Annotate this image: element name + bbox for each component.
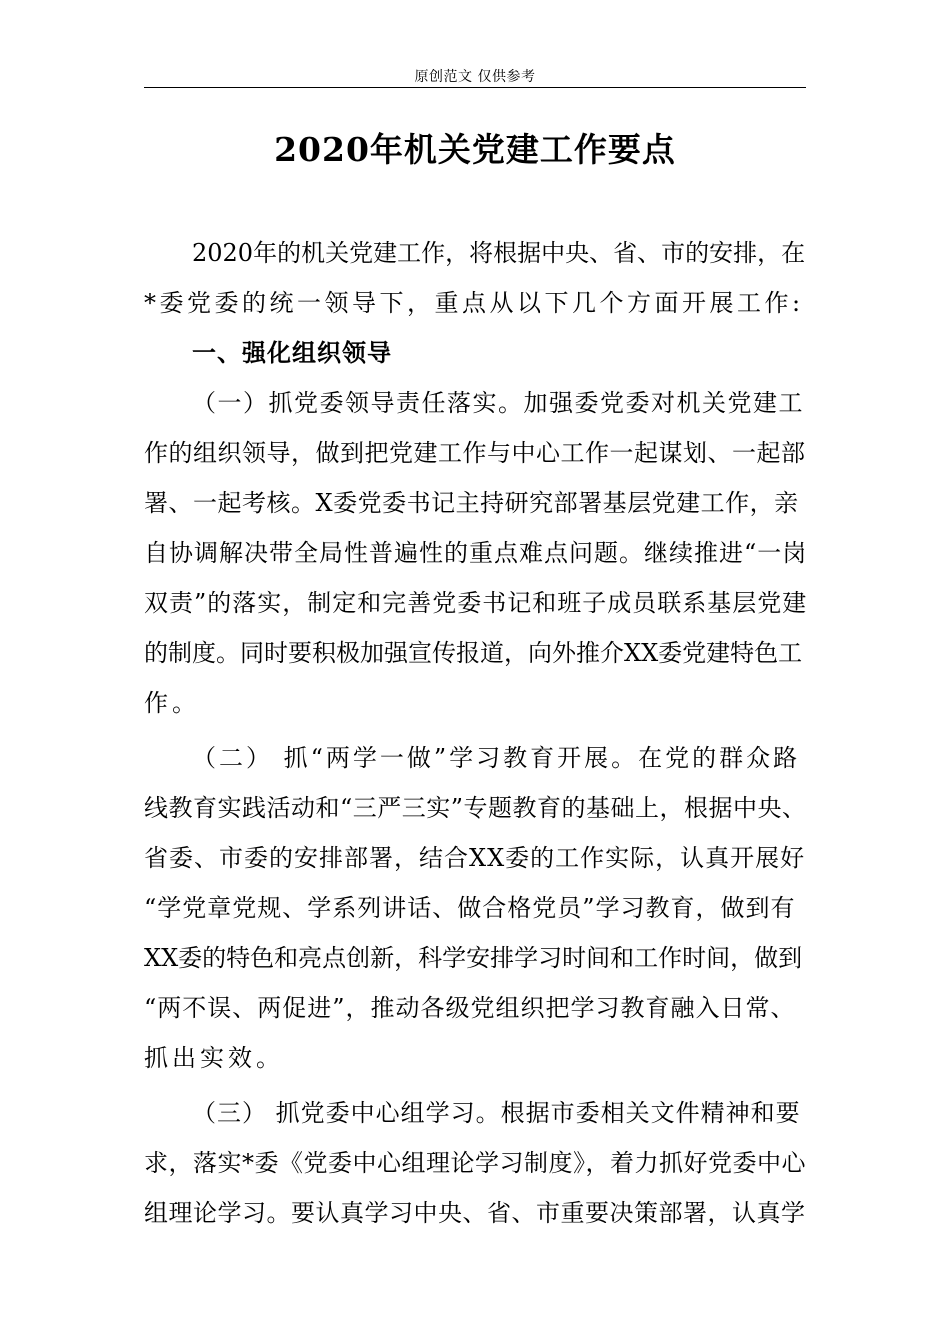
paragraph-line: 组理论学习。要认真学习中央、省、市重要决策部署，认真学 [144, 1199, 806, 1227]
paragraph-line: 作的组织领导，做到把党建工作与中心工作一起谋划、一起部 [144, 439, 806, 467]
section-heading: 一、强化组织领导 [192, 339, 392, 367]
page-header: 原创范文 仅供参考 [414, 69, 536, 85]
document-body [144, 228, 806, 1238]
paragraph-line: （三） 抓党委中心组学习。根据市委相关文件精神和要 [192, 1099, 801, 1127]
paragraph-line: XX委的特色和亮点创新，科学安排学习时间和工作时间，做到 [144, 944, 803, 972]
header-rule [144, 87, 806, 88]
paragraph-line: 自协调解决带全局性普遍性的重点难点问题。继续推进“一岗 [144, 539, 808, 567]
document-title: 2020年机关党建工作要点 [274, 130, 676, 169]
paragraph-line: 省委、市委的安排部署，结合XX委的工作实际，认真开展好 [144, 844, 806, 872]
paragraph-line: 的制度。同时要积极加强宣传报道，向外推介XX委党建特色工 [144, 639, 803, 667]
paragraph-line: 双责”的落实，制定和完善党委书记和班子成员联系基层党建 [144, 589, 808, 617]
paragraph-line: （一）抓党委领导责任落实。加强委党委对机关党建工 [192, 389, 804, 417]
paragraph-line: 2020年的机关党建工作，将根据中央、省、市的安排，在 [192, 239, 806, 267]
paragraph-line: （二） 抓“两学一做”学习教育开展。在党的群众路 [192, 744, 801, 772]
paragraph-line: “学党章党规、学系列讲话、做合格党员”学习教育，做到有 [144, 894, 796, 922]
paragraph-line: 作。 [144, 689, 200, 717]
paragraph-line: 抓出实效。 [144, 1044, 284, 1072]
paragraph-line: 线教育实践活动和“三严三实”专题教育的基础上，根据中央、 [144, 794, 807, 822]
paragraph-line: 求，落实*委《党委中心组理论学习制度》，着力抓好党委中心 [144, 1149, 806, 1177]
paragraph-line: *委党委的统一领导下，重点从以下几个方面开展工作: [144, 289, 804, 317]
paragraph-line: “两不误、两促进”，推动各级党组织把学习教育融入日常、 [144, 994, 796, 1022]
paragraph-line: 署、一起考核。X委党委书记主持研究部署基层党建工作，亲 [144, 489, 799, 517]
